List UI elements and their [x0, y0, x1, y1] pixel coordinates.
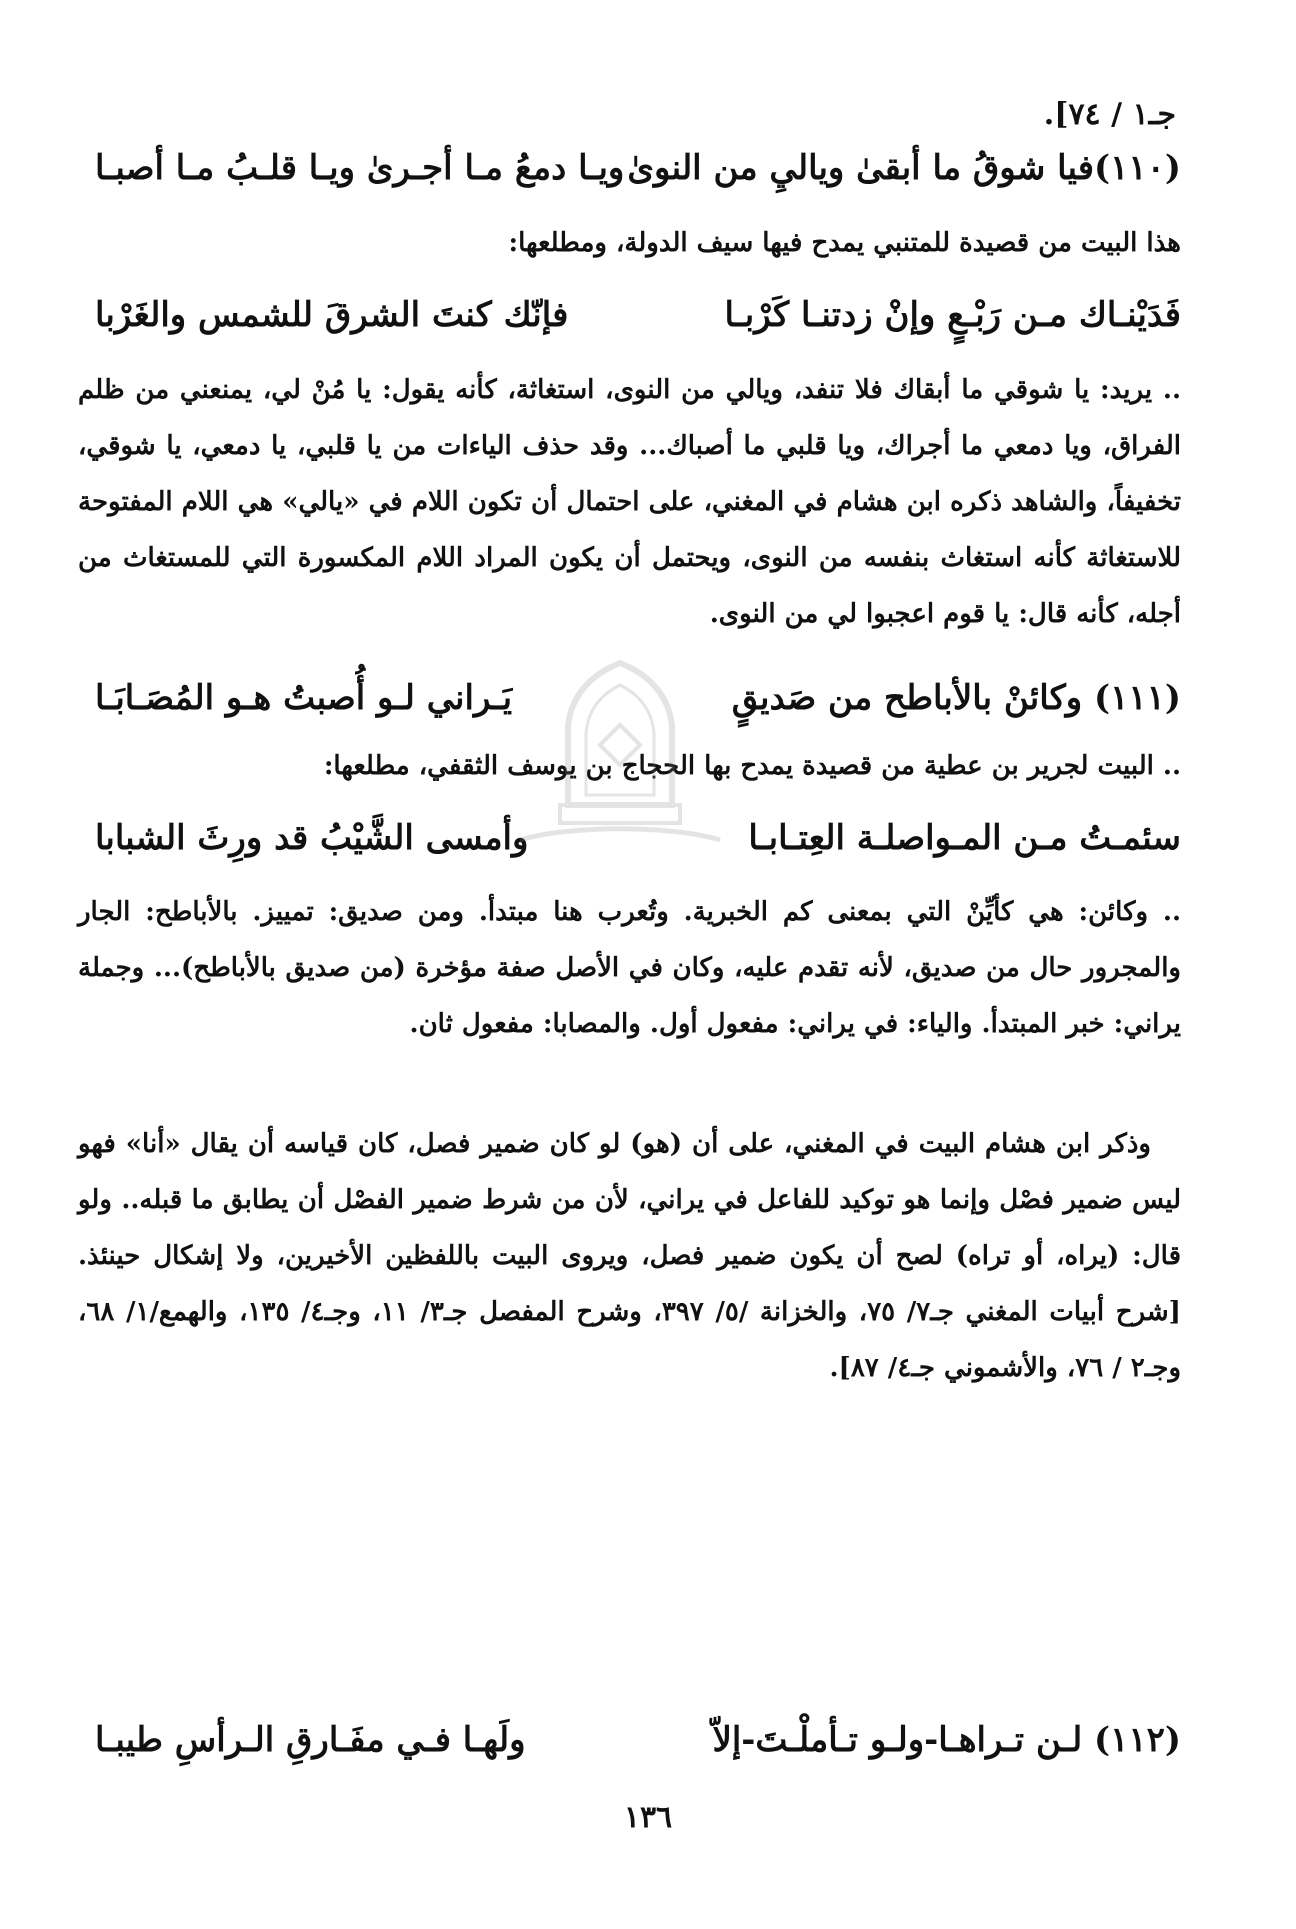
page-number: ١٣٦ [623, 1800, 673, 1835]
paragraph-ibn-hisham: وذكر ابن هشام البيت في المغني، على أن (هو) لو كان ضمير فصل، كان قياسه أن يقال «أنا» فهو ليس ضمير فصْل وإنما هو توكيد للفاعل في يراني، لأن من شرط ضمير الفصْل أن يطابق ما قبله.. ولو قال: (يراه، أو تراه) لصح أن يكون ضمير فصل، ويروى البيت باللفظين الأخيرين، ولا إشكال حينئذ. [شرح أبيات المغني جـ٧/ ٧٥، والخزانة /٥/ ٣٩٧، وشرح المفصل جـ٣/ ١١، وجـ٤/ ١٣٥، والهمع/١/ ٦٨، وجـ٢ / ٧٦، والأشموني جـ٤/ ٨٧]. [78, 1129, 1181, 1383]
verse-opening-first-hemistich: فَدَيْنـاك مـن رَبْـعٍ وإنْ زدتنـا كَرْبـا [724, 295, 1181, 335]
verse-110-first-hemistich: (١١٠)فيا شوقُ ما أبقىٰ وياليِ من النوىٰ [627, 148, 1181, 188]
verse-111-first-hemistich: (١١١) وكائنْ بالأباطح من صَديقٍ [731, 678, 1181, 718]
paragraph-grammar-111: .. وكائن: هي كأيِّنْ التي بمعنى كم الخبرية. وتُعرب هنا مبتدأ. ومن صديق: تمييز. بالأباطح: الجار والمجرور حال من صديق، لأنه تقدم عليه، وكان في الأصل صفة مؤخرة (من صديق بالأباطح)... وجملة يراني: خبر المبتدأ. والياء: في يراني: مفعول أول. والمصابا: مفعول ثان. [78, 897, 1181, 1039]
verse-opening-jarir-second-hemistich: وأمسى الشَّيْبُ قد ورِثَ الشبابا [95, 818, 529, 858]
top-reference: جـ١ / ٧٤]. [1043, 97, 1176, 132]
verse-112-second-hemistich: ولَهـا فـي مفَـارقِ الـرأسِ طيبـا [95, 1720, 526, 1760]
verse-110-second-hemistich: ويـا دمعُ مـا أجـرىٰ ويـا قلـبُ مـا أصبـا [95, 148, 625, 188]
verse-112 [95, 1710, 1181, 1770]
paragraph-explanation-110: .. يريد: يا شوقي ما أبقاك فلا تنفد، ويالي من النوى، استغاثة، كأنه يقول: يا مُنْ لي، يمنعني من ظلم الفراق، ويا دمعي ما أجراك، ويا قلبي ما أصباك... وقد حذف الياءات من يا قلبي، يا دمعي، يا شوقي، تخفيفاً، والشاهد ذكره ابن هشام في المغني، على احتمال أن تكون اللام في «يالي» هي اللام المفتوحة للاستغاثة كأنه استغاث بنفسه من النوى، ويحتمل أن يكون المراد اللام المكسورة التي للمستغاث من أجله، كأنه قال: يا قوم اعجبوا لي من النوى. [78, 375, 1181, 629]
paragraph-intro-mutanabbi: هذا البيت من قصيدة للمتنبي يمدح فيها سيف الدولة، ومطلعها: [508, 228, 1181, 258]
verse-110 [95, 138, 1181, 198]
verse-112-first-hemistich: (١١٢) لـن تـراهـا-ولـو تـأملْـتَ-إلاّ [712, 1720, 1181, 1760]
emblem-icon [500, 655, 740, 855]
verse-opening-second-hemistich: فإنّك كنتَ الشرقَ للشمس والغَرْبا [95, 295, 569, 335]
verse-opening-mutanabbi [95, 285, 1181, 345]
paragraph-intro-jarir: .. البيت لجرير بن عطية من قصيدة يمدح بها الحجاج بن يوسف الثقفي، مطلعها: [323, 751, 1181, 781]
verse-111-second-hemistich: يَـراني لـو أُصبتُ هـو المُصَـابَـا [95, 678, 513, 718]
verse-opening-jarir-first-hemistich: سئمـتُ مـن المـواصلـة العِتـابـا [748, 818, 1181, 858]
